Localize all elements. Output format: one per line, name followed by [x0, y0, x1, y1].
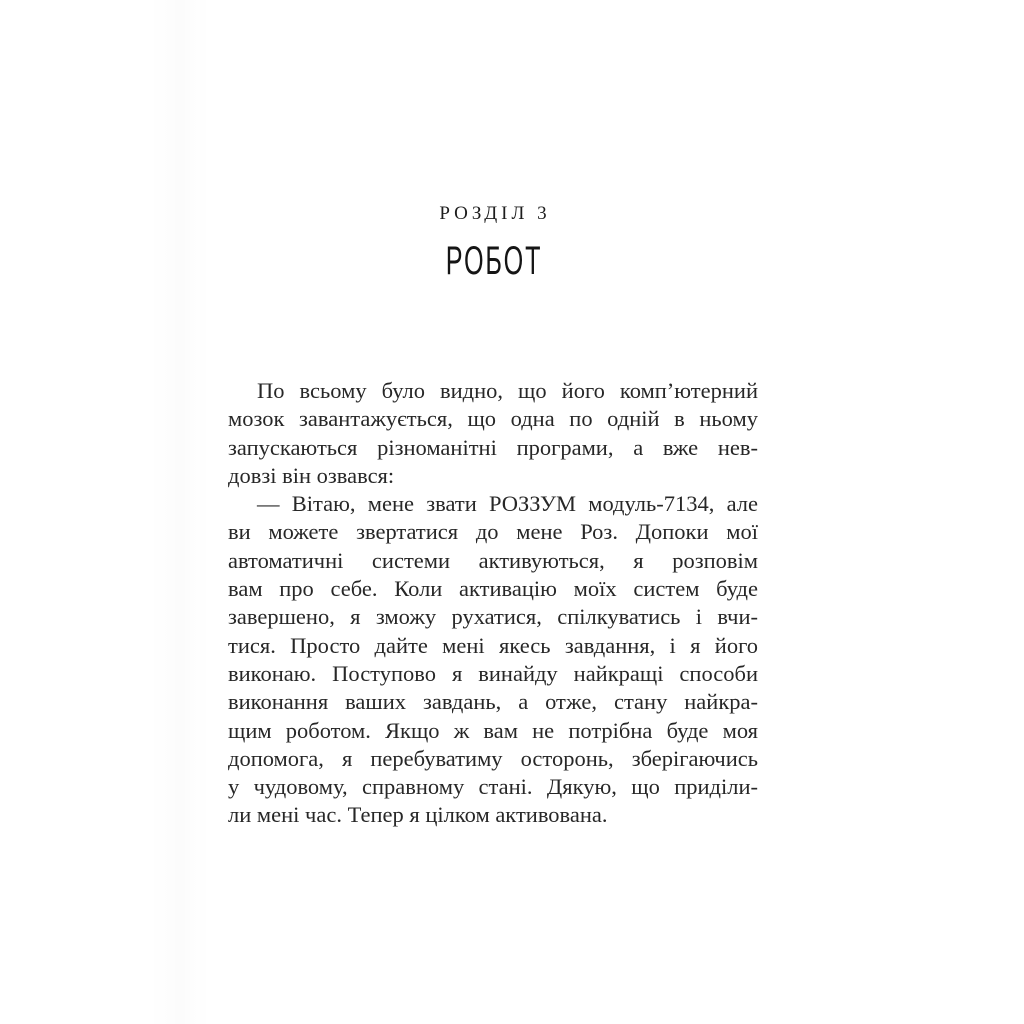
- text-line: По всьому було видно, що його комп’ютерний: [257, 378, 758, 403]
- chapter-label: РОЗДІЛ 3: [439, 203, 551, 224]
- text-line: у чудовому, справному стані. Дякую, що приділи-: [228, 774, 758, 800]
- text-line: автоматичні системи активуються, я розповім: [228, 547, 758, 573]
- text-line: ли мені час. Тепер я цілком активована.: [228, 802, 608, 828]
- text-line: тися. Просто дайте мені якесь завдання, і я його: [228, 632, 758, 658]
- text-line: мозок завантажується, що одна по одній в ньому: [228, 406, 758, 432]
- chapter-title: [228, 241, 758, 281]
- text-line: щим роботом. Якщо ж вам не потрібна буде моя: [228, 717, 758, 743]
- text-line: допомога, я перебуватиму осторонь, зберігаючись: [228, 745, 758, 771]
- chapter-title-text: РОБОТ: [445, 239, 543, 283]
- scan-artifact-band: [148, 0, 212, 1024]
- text-line: виконання ваших завдань, а отже, стану найкра-: [228, 689, 758, 715]
- text-line: завершено, я зможу рухатися, спілкуватись і вчи-: [228, 604, 758, 630]
- text-line: — Вітаю, мене звати РОЗЗУМ модуль-7134, але: [257, 491, 758, 517]
- text-line: довзі він озвався:: [228, 462, 395, 488]
- text-block: [228, 377, 758, 830]
- text-line: запускаються різноманітні програми, а вже нев-: [228, 434, 758, 460]
- text-line: ви можете звертатися до мене Роз. Допоки мої: [228, 519, 758, 545]
- text-line: вам про себе. Коли активацію моїх систем буде: [228, 576, 758, 602]
- text-line: виконаю. Поступово я винайду найкращі способи: [228, 660, 758, 686]
